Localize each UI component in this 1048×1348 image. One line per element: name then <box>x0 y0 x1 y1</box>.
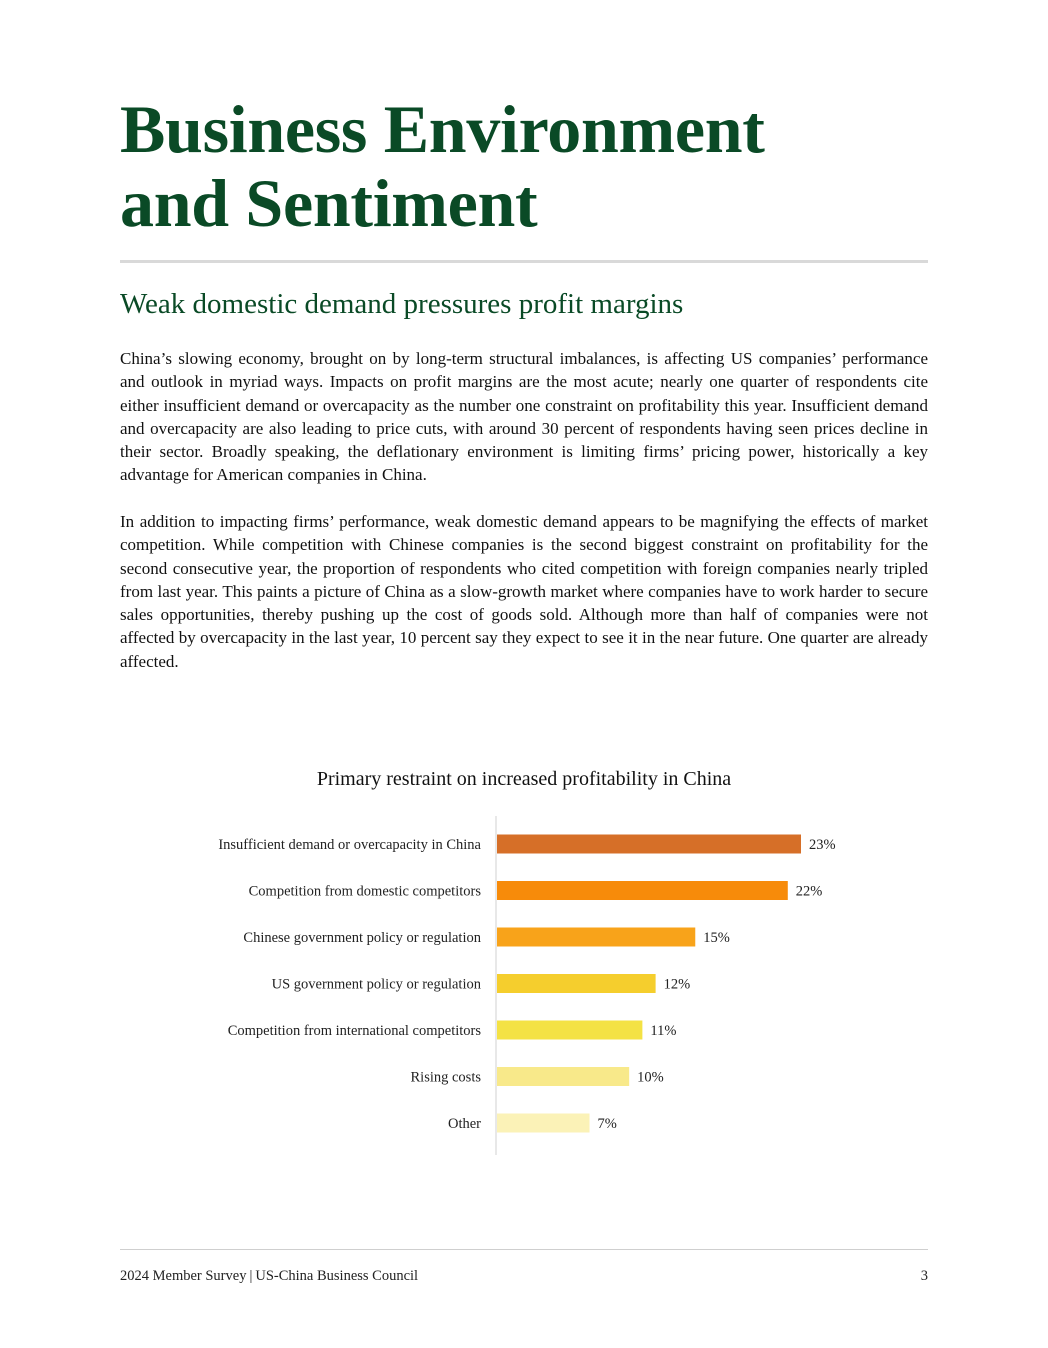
bar <box>497 974 656 993</box>
footer-org-name: US-China Business Council <box>255 1268 419 1284</box>
data-label: 15% <box>703 930 730 946</box>
data-label: 10% <box>637 1069 664 1086</box>
body-paragraph-1: China’s slowing economy, brought on by long-term structural imbalances, is affecting US companies’ performance and outlook in myriad ways. Impacts on profit margins are the most acute; nearly one quarter of respondents cite either insufficient demand or overcapacity as the number one constraint on profitability this year. Insufficient demand and overcapacity are also leading to price cuts, with around 30 percent of respondents having seen prices decline in their sector. Broadly speaking, the deflationary environment is limiting firms’ pricing power, historically a key advantage for American companies in China. <box>120 349 928 485</box>
chart-title: Primary restraint on increased profitability in China <box>316 768 732 790</box>
profitability-restraint-bar-chart <box>0 810 1048 1155</box>
footer-divider <box>120 1249 928 1250</box>
category-label: Competition from international competitors <box>227 1023 481 1039</box>
bar <box>497 881 788 900</box>
page-title <box>120 92 940 240</box>
page-title-line2: and Sentiment <box>120 165 538 241</box>
category-label: Rising costs <box>410 1069 481 1086</box>
category-label: Chinese government policy or regulation <box>243 930 481 946</box>
category-label: Other <box>447 1116 481 1132</box>
data-label: 12% <box>663 976 691 993</box>
category-label: Competition from domestic competitors <box>248 883 481 900</box>
data-label: 23% <box>809 837 836 853</box>
footer-source <box>120 1266 418 1286</box>
section-heading: Weak domestic demand pressures profit margins <box>120 288 684 320</box>
bar <box>497 1114 590 1133</box>
bar <box>497 1021 642 1040</box>
page-title-line1: Business Environment <box>120 91 765 167</box>
bar <box>497 1067 629 1086</box>
footer-survey-name: 2024 Member Survey <box>120 1268 247 1284</box>
bar <box>497 835 801 854</box>
body-paragraph-2: In addition to impacting firms’ performance, weak domestic demand appears to be magnifying the effects of market competition. While competition with Chinese companies is the second biggest constraint on profitability for the second consecutive year, the proportion of respondents who cited competition with foreign companies nearly tripled from last year. This paints a picture of China as a slow-growth market where companies have to work harder to secure sales opportunities, thereby pushing up the cost of goods sold. Although more than half of companies were not affected by overcapacity in the last year, 10 percent say they expect to see it in the near future. One quarter are already affected. <box>120 512 928 671</box>
bar <box>497 928 695 947</box>
data-label: 11% <box>650 1023 677 1039</box>
data-label: 22% <box>795 883 823 900</box>
category-label: Insufficient demand or overcapacity in China <box>218 837 481 853</box>
category-label: US government policy or regulation <box>271 976 481 993</box>
title-divider <box>120 260 928 263</box>
page-number: 3 <box>920 1268 928 1284</box>
footer-separator: | <box>249 1268 253 1284</box>
data-label: 7% <box>597 1116 617 1132</box>
